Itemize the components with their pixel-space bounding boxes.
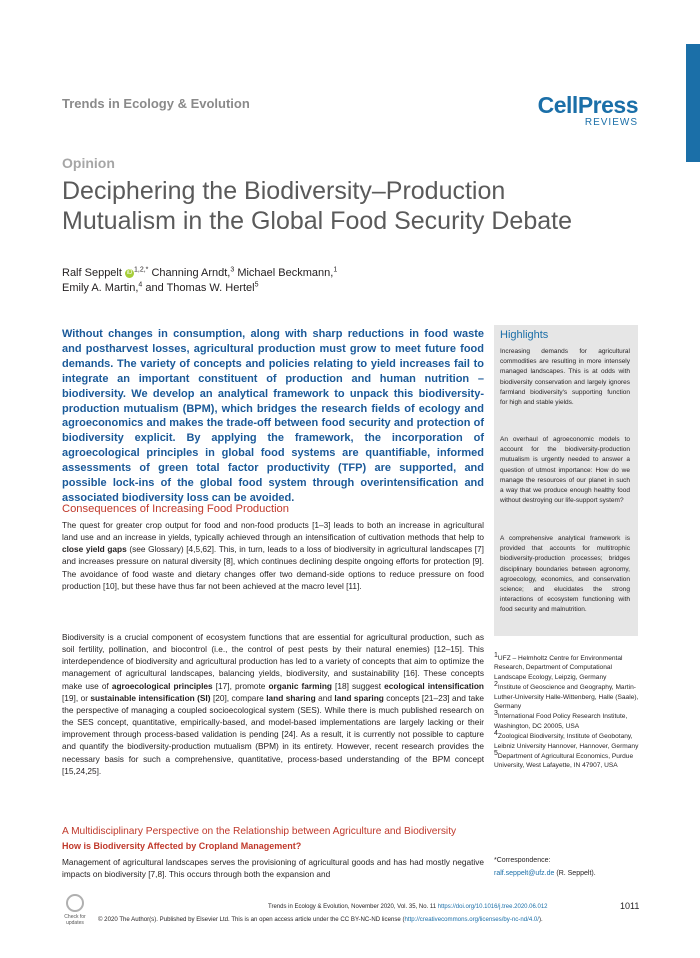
title-line-2: Mutualism in the Global Food Security Debate (62, 207, 572, 235)
section-heading: A Multidisciplinary Perspective on the Relationship between Agriculture and Biodiversity (62, 826, 457, 837)
check-for-updates-badge[interactable] (62, 892, 88, 932)
glossary-term[interactable]: land sparing (334, 692, 384, 703)
body-paragraph: The quest for greater crop output for food and non-food products [1–3] leads to both an increase in agricultural land use and an increase in yields, typically achieved through an intensification of cultivation methods that help to close yield gaps (see Glossary) [4,5,62]. This, in turn, leads to a loss of biodiversity in agricultural landscapes [7] and increases pressure on natural diversity [8], which continues declining despite ongoing efforts for protection [9]. The avoidance of food waste and dietary changes offer two demand-side options to reduce pressure on food production [10], but these have thus far not been achieved at the macro level [11]. (62, 520, 484, 591)
highlight-item: A comprehensive analytical framework is provided that accounts for multitrophic biodiversity-production processes; bridges disciplinary boundaries between agronomy, agroecology, economics, and conservation science; and elucidates the strong interactions of ecosystem functioning with food security and malnutrition. (500, 535, 630, 614)
author-affil-sup: 1,2,* (134, 266, 149, 274)
body-paragraph: Biodiversity is a crucial component of ecosystem functions that are essential for agricultural production, such as soil fertility, pollination, and biocontrol (i.e., the control of pest pests by their natural enemies) [12–15]. This interdependence of biodiversity and agricultural production has led to a variety of concepts that aim to optimize the management of agricultural landscapes, balancing yields, biodiversity, and sustainability [16]. These concepts make use of agroecological principles [17], promote organic farming [18] suggest ecological intensification [19], or sustainable intensification (SI) [20], compare land sharing and land sparing concepts [21–23] and take the perspective of managing a coupled socioecological system (SES). While there is much published research on the SES concept, quantitative, empirically-based, and model-based implementations are largely lacking or their improvement through process-based validation is pending [24]. As a result, it is currently not possible to capture and quantify the biodiversity-production mutualism (BPM) in its entirety. However, recent research provides the necessary basis for such a comprehensive, quantitative, process-based understanding of the BPM concept [15,24,25]. (62, 632, 484, 776)
glossary-term[interactable]: sustainable intensification (SI) (90, 692, 211, 703)
orcid-icon[interactable]: iD (126, 269, 133, 276)
footer-license: © 2020 The Author(s). Published by Elsevier Ltd. This is an open access article under the CC BY-NC-ND license (http://creativecommons.org/licenses/by-nc-nd/4.0/). (98, 916, 543, 923)
affiliation: $^1$UFZ – Helmholtz Centre for Environmental Research, Department of Computational Landscape Ecology, Leipzig, Germany (494, 651, 623, 681)
affiliation: $^4$Zoological Biodiversity, Institute of Geobotany, Leibniz University Hannover, Hannover, Germany (494, 730, 639, 750)
author-name[interactable]: Emily A. Martin, (62, 282, 139, 294)
glossary-term[interactable]: ecological intensification (384, 680, 484, 691)
check-for-updates-icon (66, 894, 84, 912)
highlight-item: An overhaul of agroeconomic models to account for the biodiversity-production mutualism is urgently needed to answer a question of utmost importance: How do we manage the resources of our planet in such a way that we produce enough healthy food without destroying our life-support system? (500, 436, 630, 505)
logo-main-text: CellPress (537, 92, 638, 118)
correspondence: ralf.seppelt@ufz.de (R. Seppelt). (494, 870, 596, 877)
author-list (62, 266, 462, 296)
highlight-item: Increasing demands for agricultural commodities are resulting in more intensely managed landscapes. This is at odds with biodiversity conservation and largely ignores farmland biodiversity's supporting function for high and stable yields. (500, 348, 630, 407)
article-title (62, 176, 662, 236)
check-for-updates-label: Check for updates (64, 914, 86, 926)
correspondence-email[interactable]: ralf.seppelt@ufz.de (494, 870, 555, 877)
glossary-term[interactable]: agroecological principles (111, 680, 213, 691)
journal-name: Trends in Ecology & Evolution (62, 96, 250, 111)
license-link[interactable]: http://creativecommons.org/licenses/by-nc-nd/4.0/ (404, 916, 539, 923)
author-name[interactable]: Ralf Seppelt (62, 267, 122, 279)
page-number: 1011 (620, 901, 640, 911)
glossary-term[interactable]: close yield gaps (62, 544, 127, 555)
author-name[interactable]: Channing Arndt, (151, 267, 231, 279)
subsection-heading: How is Biodiversity Affected by Cropland Management? (62, 841, 302, 851)
author-affil-sup: 3 (230, 266, 235, 274)
highlights-title: Highlights (500, 329, 549, 341)
correspondence-label: *Correspondence: (494, 857, 551, 864)
affiliations (494, 651, 642, 772)
glossary-term[interactable]: organic farming (268, 680, 332, 691)
author-affil-sup: 1 (333, 266, 338, 274)
body-paragraph: Management of agricultural landscapes serves the provisioning of agricultural goods and has had mostly negative impacts on biodiversity [7,8]. This occurs through both the expansion and (62, 857, 484, 880)
article-type: Opinion (62, 155, 115, 171)
title-line-1: Deciphering the Biodiversity–Production (62, 177, 506, 205)
page-edge-tab (686, 44, 700, 162)
highlights-box (494, 325, 638, 636)
glossary-term[interactable]: land sharing (266, 692, 316, 703)
affiliation: $^2$Institute of Geoscience and Geography, Martin-Luther-University Halle-Wittenberg, Halle (Saale), Germany (494, 681, 639, 711)
affiliation: $^3$International Food Policy Research Institute, Washington, DC 20005, USA (494, 710, 628, 730)
author-name[interactable]: Michael Beckmann, (237, 267, 334, 279)
doi-link[interactable]: https://doi.org/10.1016/j.tree.2020.06.012 (437, 904, 548, 910)
abstract: Without changes in consumption, along with sharp reductions in food waste and postharvest losses, agricultural production must grow to meet future food demands. The variety of concepts and policies relating to yield increases fail to integrate an important constituent of production and human nutrition – biodiversity. We develop an analytical framework to unpack this biodiversity-production mutualism (BPM), which bridges the research fields of ecology and agroeconomics and makes the trade-off between food security and protection of biodiversity explicit. By applying the framework, the incorporation of agroecological principles in global food systems are quantifiable, informed assessments of green total factor productivity (TFP) are supported, and possible lock-ins of the global food system through overintensification and associated biodiversity loss can be avoided. (62, 328, 484, 504)
author-affil-sup: 5 (254, 281, 259, 289)
affiliation: $^5$Department of Agricultural Economics, Purdue University, West Lafayette, IN 47907, USA (494, 749, 634, 770)
section-heading: Consequences of Increasing Food Production (62, 503, 290, 515)
logo-sub-text: REVIEWS (584, 117, 638, 128)
publisher-logo (528, 94, 638, 129)
author-affil-sup: 4 (138, 281, 143, 289)
author-name[interactable]: and Thomas W. Hertel (145, 282, 255, 294)
footer-citation: Trends in Ecology & Evolution, November 2020, Vol. 35, No. 11 https://doi.org/10.1016/j.tree.2020.06.012 (268, 904, 548, 910)
